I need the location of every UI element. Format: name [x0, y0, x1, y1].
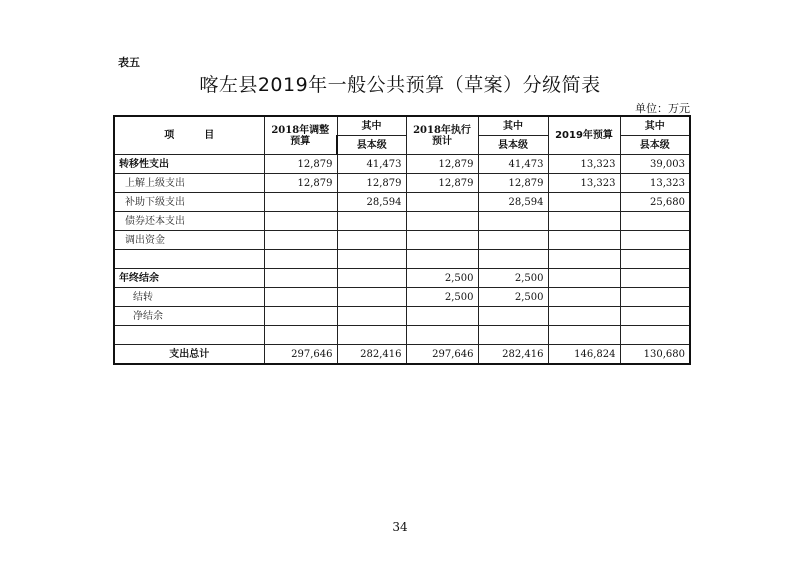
cell-value: 297,646 — [264, 345, 337, 365]
cell-value: 41,473 — [337, 155, 406, 174]
header-of-which-2: 其中 — [478, 116, 548, 136]
cell-value: 12,879 — [264, 174, 337, 193]
cell-value — [548, 269, 620, 288]
cell-value: 41,473 — [478, 155, 548, 174]
cell-value: 12,879 — [337, 174, 406, 193]
cell-value: 12,879 — [478, 174, 548, 193]
cell-value — [548, 288, 620, 307]
row-label — [114, 326, 264, 345]
table-row — [114, 288, 690, 307]
page-number: 34 — [392, 520, 408, 534]
cell-value — [406, 307, 478, 326]
cell-value — [406, 212, 478, 231]
table-row — [114, 307, 690, 326]
cell-value — [337, 326, 406, 345]
row-label — [114, 250, 264, 269]
cell-value — [478, 326, 548, 345]
cell-value: 12,879 — [406, 155, 478, 174]
cell-value — [620, 212, 690, 231]
cell-value — [264, 231, 337, 250]
cell-value — [264, 307, 337, 326]
header-item: 项 目 — [114, 116, 264, 155]
cell-value — [548, 307, 620, 326]
table-row — [114, 231, 690, 250]
cell-value: 13,323 — [548, 174, 620, 193]
row-label: 净结余 — [114, 307, 264, 326]
header-execution-2018: 2018年执行预计 — [406, 116, 478, 155]
cell-value: 2,500 — [478, 269, 548, 288]
cell-value: 28,594 — [478, 193, 548, 212]
cell-value — [337, 269, 406, 288]
table-row — [114, 174, 690, 193]
cell-value: 146,824 — [548, 345, 620, 365]
cell-value — [264, 269, 337, 288]
row-label: 债券还本支出 — [114, 212, 264, 231]
cell-value: 282,416 — [478, 345, 548, 365]
cell-value — [620, 307, 690, 326]
cell-value — [620, 250, 690, 269]
cell-value — [478, 250, 548, 269]
cell-value — [478, 231, 548, 250]
header-budget-2019: 2019年预算 — [548, 116, 620, 155]
cell-value: 28,594 — [337, 193, 406, 212]
header-of-which-3: 其中 — [620, 116, 690, 136]
row-label: 结转 — [114, 288, 264, 307]
cell-value: 13,323 — [620, 174, 690, 193]
cell-value — [264, 212, 337, 231]
header-county-level-3: 县本级 — [620, 136, 690, 155]
cell-value — [406, 231, 478, 250]
cell-value — [478, 307, 548, 326]
unit-label: 单位：万元 — [635, 102, 690, 115]
cell-value: 12,879 — [264, 155, 337, 174]
table-number: 表五 — [118, 56, 140, 69]
cell-value — [264, 193, 337, 212]
cell-value: 2,500 — [406, 269, 478, 288]
cell-value: 282,416 — [337, 345, 406, 365]
table-row — [114, 345, 690, 365]
cell-value: 12,879 — [406, 174, 478, 193]
row-label: 年终结余 — [114, 269, 264, 288]
cell-value: 2,500 — [478, 288, 548, 307]
row-label: 上解上级支出 — [114, 174, 264, 193]
cell-value — [337, 212, 406, 231]
header-county-level-2: 县本级 — [478, 136, 548, 155]
header-adjusted-2018: 2018年调整预算 — [264, 116, 337, 155]
budget-table — [113, 115, 691, 365]
cell-value — [620, 231, 690, 250]
cell-value: 13,323 — [548, 155, 620, 174]
cell-value — [478, 212, 548, 231]
cell-value — [406, 250, 478, 269]
cell-value: 39,003 — [620, 155, 690, 174]
header-county-level-1: 县本级 — [337, 136, 406, 155]
table-body — [114, 155, 690, 365]
cell-value — [337, 288, 406, 307]
cell-value — [548, 326, 620, 345]
cell-value — [548, 212, 620, 231]
header-of-which-1: 其中 — [337, 116, 406, 136]
cell-value — [337, 231, 406, 250]
row-label: 支出总计 — [114, 345, 264, 365]
cell-value — [620, 269, 690, 288]
table-row — [114, 193, 690, 212]
table-row — [114, 155, 690, 174]
cell-value — [620, 288, 690, 307]
table-row — [114, 212, 690, 231]
cell-value — [337, 250, 406, 269]
table-row — [114, 250, 690, 269]
cell-value: 2,500 — [406, 288, 478, 307]
cell-value — [548, 193, 620, 212]
cell-value — [264, 326, 337, 345]
cell-value — [264, 250, 337, 269]
cell-value — [548, 250, 620, 269]
cell-value: 130,680 — [620, 345, 690, 365]
table-row — [114, 269, 690, 288]
cell-value — [620, 326, 690, 345]
cell-value: 297,646 — [406, 345, 478, 365]
cell-value — [406, 326, 478, 345]
row-label: 补助下级支出 — [114, 193, 264, 212]
cell-value — [264, 288, 337, 307]
header-row-1 — [114, 116, 690, 136]
cell-value — [337, 307, 406, 326]
row-label: 转移性支出 — [114, 155, 264, 174]
cell-value — [406, 193, 478, 212]
page-title: 喀左县2019年一般公共预算（草案）分级简表 — [199, 74, 601, 96]
cell-value: 25,680 — [620, 193, 690, 212]
row-label: 调出资金 — [114, 231, 264, 250]
cell-value — [548, 231, 620, 250]
table-row — [114, 326, 690, 345]
